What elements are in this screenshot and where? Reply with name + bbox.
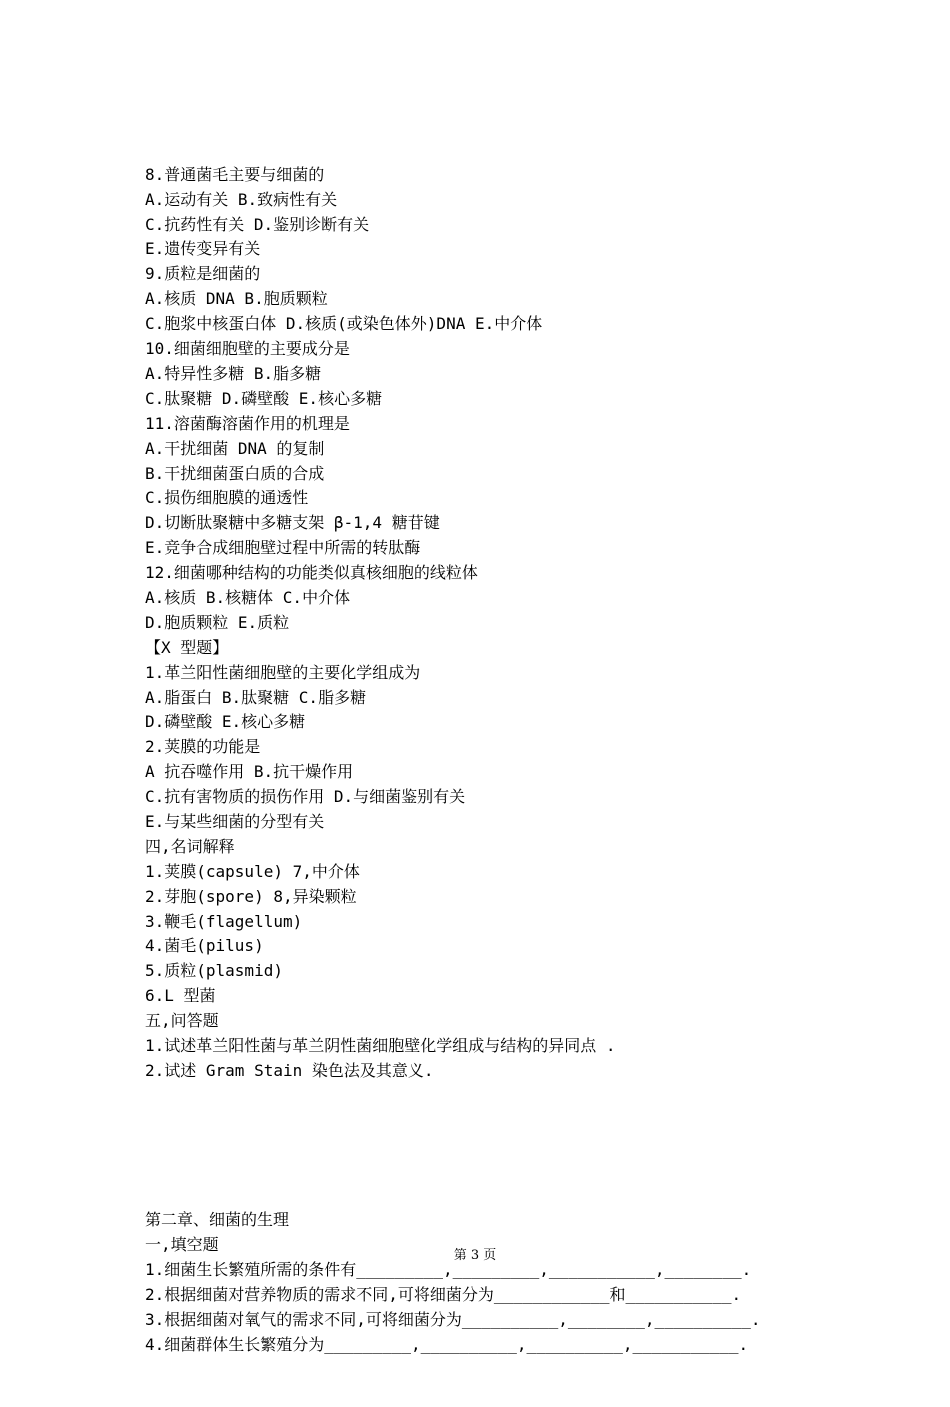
text-line: 3.根据细菌对氧气的需求不同,可将细菌分为__________,________,__________. [145, 1309, 761, 1329]
text-line: E.遗传变异有关 [145, 239, 261, 259]
text-line: C.抗药性有关 D.鉴别诊断有关 [145, 214, 370, 234]
text-line: A.特异性多糖 B.脂多糖 [145, 363, 322, 383]
text-line: 1.细菌生长繁殖所需的条件有_________,_________,___________,________. [145, 1260, 752, 1280]
text-line: 12.细菌哪种结构的功能类似真核细胞的线粒体 [145, 563, 478, 583]
section-gap [145, 1134, 825, 1159]
text-line: 2.芽胞(spore) 8,异染颗粒 [145, 886, 357, 906]
text-line: A.运动有关 B.致病性有关 [145, 189, 338, 209]
text-line: A.脂蛋白 B.肽聚糖 C.脂多糖 [145, 687, 367, 707]
text-line: 1.试述革兰阳性菌与革兰阴性菌细胞壁化学组成与结构的异同点 . [145, 1035, 616, 1055]
chapter-two-block [145, 1208, 825, 1357]
page-number: 第 3 页 [453, 1248, 497, 1263]
text-line: 第二章、细菌的生理 [145, 1210, 290, 1230]
text-line: 4.细菌群体生长繁殖分为_________,__________,__________,___________. [145, 1334, 749, 1354]
text-line: C.抗有害物质的损伤作用 D.与细菌鉴别有关 [145, 787, 466, 807]
text-line: 5.质粒(plasmid) [145, 961, 283, 981]
text-line: 1.荚膜(capsule) 7,中介体 [145, 861, 360, 881]
text-line: A.核质 DNA B.胞质颗粒 [145, 289, 328, 309]
text-line: A.核质 B.核糖体 C.中介体 [145, 587, 351, 607]
text-line: C.损伤细胞膜的通透性 [145, 488, 309, 508]
text-line: 8.普通菌毛主要与细菌的 [145, 164, 325, 184]
text-line: 四,名词解释 [145, 836, 235, 856]
text-line: C.胞浆中核蛋白体 D.核质(或染色体外)DNA E.中介体 [145, 314, 543, 334]
text-line: 11.溶菌酶溶菌作用的机理是 [145, 413, 350, 433]
text-line: 6.L 型菌 [145, 986, 216, 1006]
text-line: 【X 型题】 [145, 637, 229, 657]
text-line: 3.鞭毛(flagellum) [145, 911, 303, 931]
text-line: D.切断肽聚糖中多糖支架 β-1,4 糖苷键 [145, 513, 440, 533]
text-line: 2.荚膜的功能是 [145, 737, 261, 757]
text-line: A 抗吞噬作用 B.抗干燥作用 [145, 762, 354, 782]
text-line: E.竞争合成细胞壁过程中所需的转肽酶 [145, 538, 421, 558]
questions-block [145, 163, 825, 1084]
text-line: 1.革兰阳性菌细胞壁的主要化学组成为 [145, 662, 421, 682]
text-line: D.胞质颗粒 E.质粒 [145, 612, 290, 632]
text-line: A.干扰细菌 DNA 的复制 [145, 438, 325, 458]
text-line: C.肽聚糖 D.磷壁酸 E.核心多糖 [145, 388, 383, 408]
text-line: 2.试述 Gram Stain 染色法及其意义. [145, 1060, 434, 1080]
text-line: 五,问答题 [145, 1011, 219, 1031]
text-line: 一,填空题 [145, 1235, 219, 1255]
text-line: E.与某些细菌的分型有关 [145, 811, 325, 831]
text-line: 10.细菌细胞壁的主要成分是 [145, 339, 350, 359]
text-line: 4.菌毛(pilus) [145, 936, 264, 956]
document-body [145, 113, 825, 1407]
text-line: D.磷壁酸 E.核心多糖 [145, 712, 306, 732]
text-line: B.干扰细菌蛋白质的合成 [145, 463, 325, 483]
text-line: 2.根据细菌对营养物质的需求不同,可将细菌分为____________和___________. [145, 1284, 742, 1304]
text-line: 9.质粒是细菌的 [145, 264, 261, 284]
